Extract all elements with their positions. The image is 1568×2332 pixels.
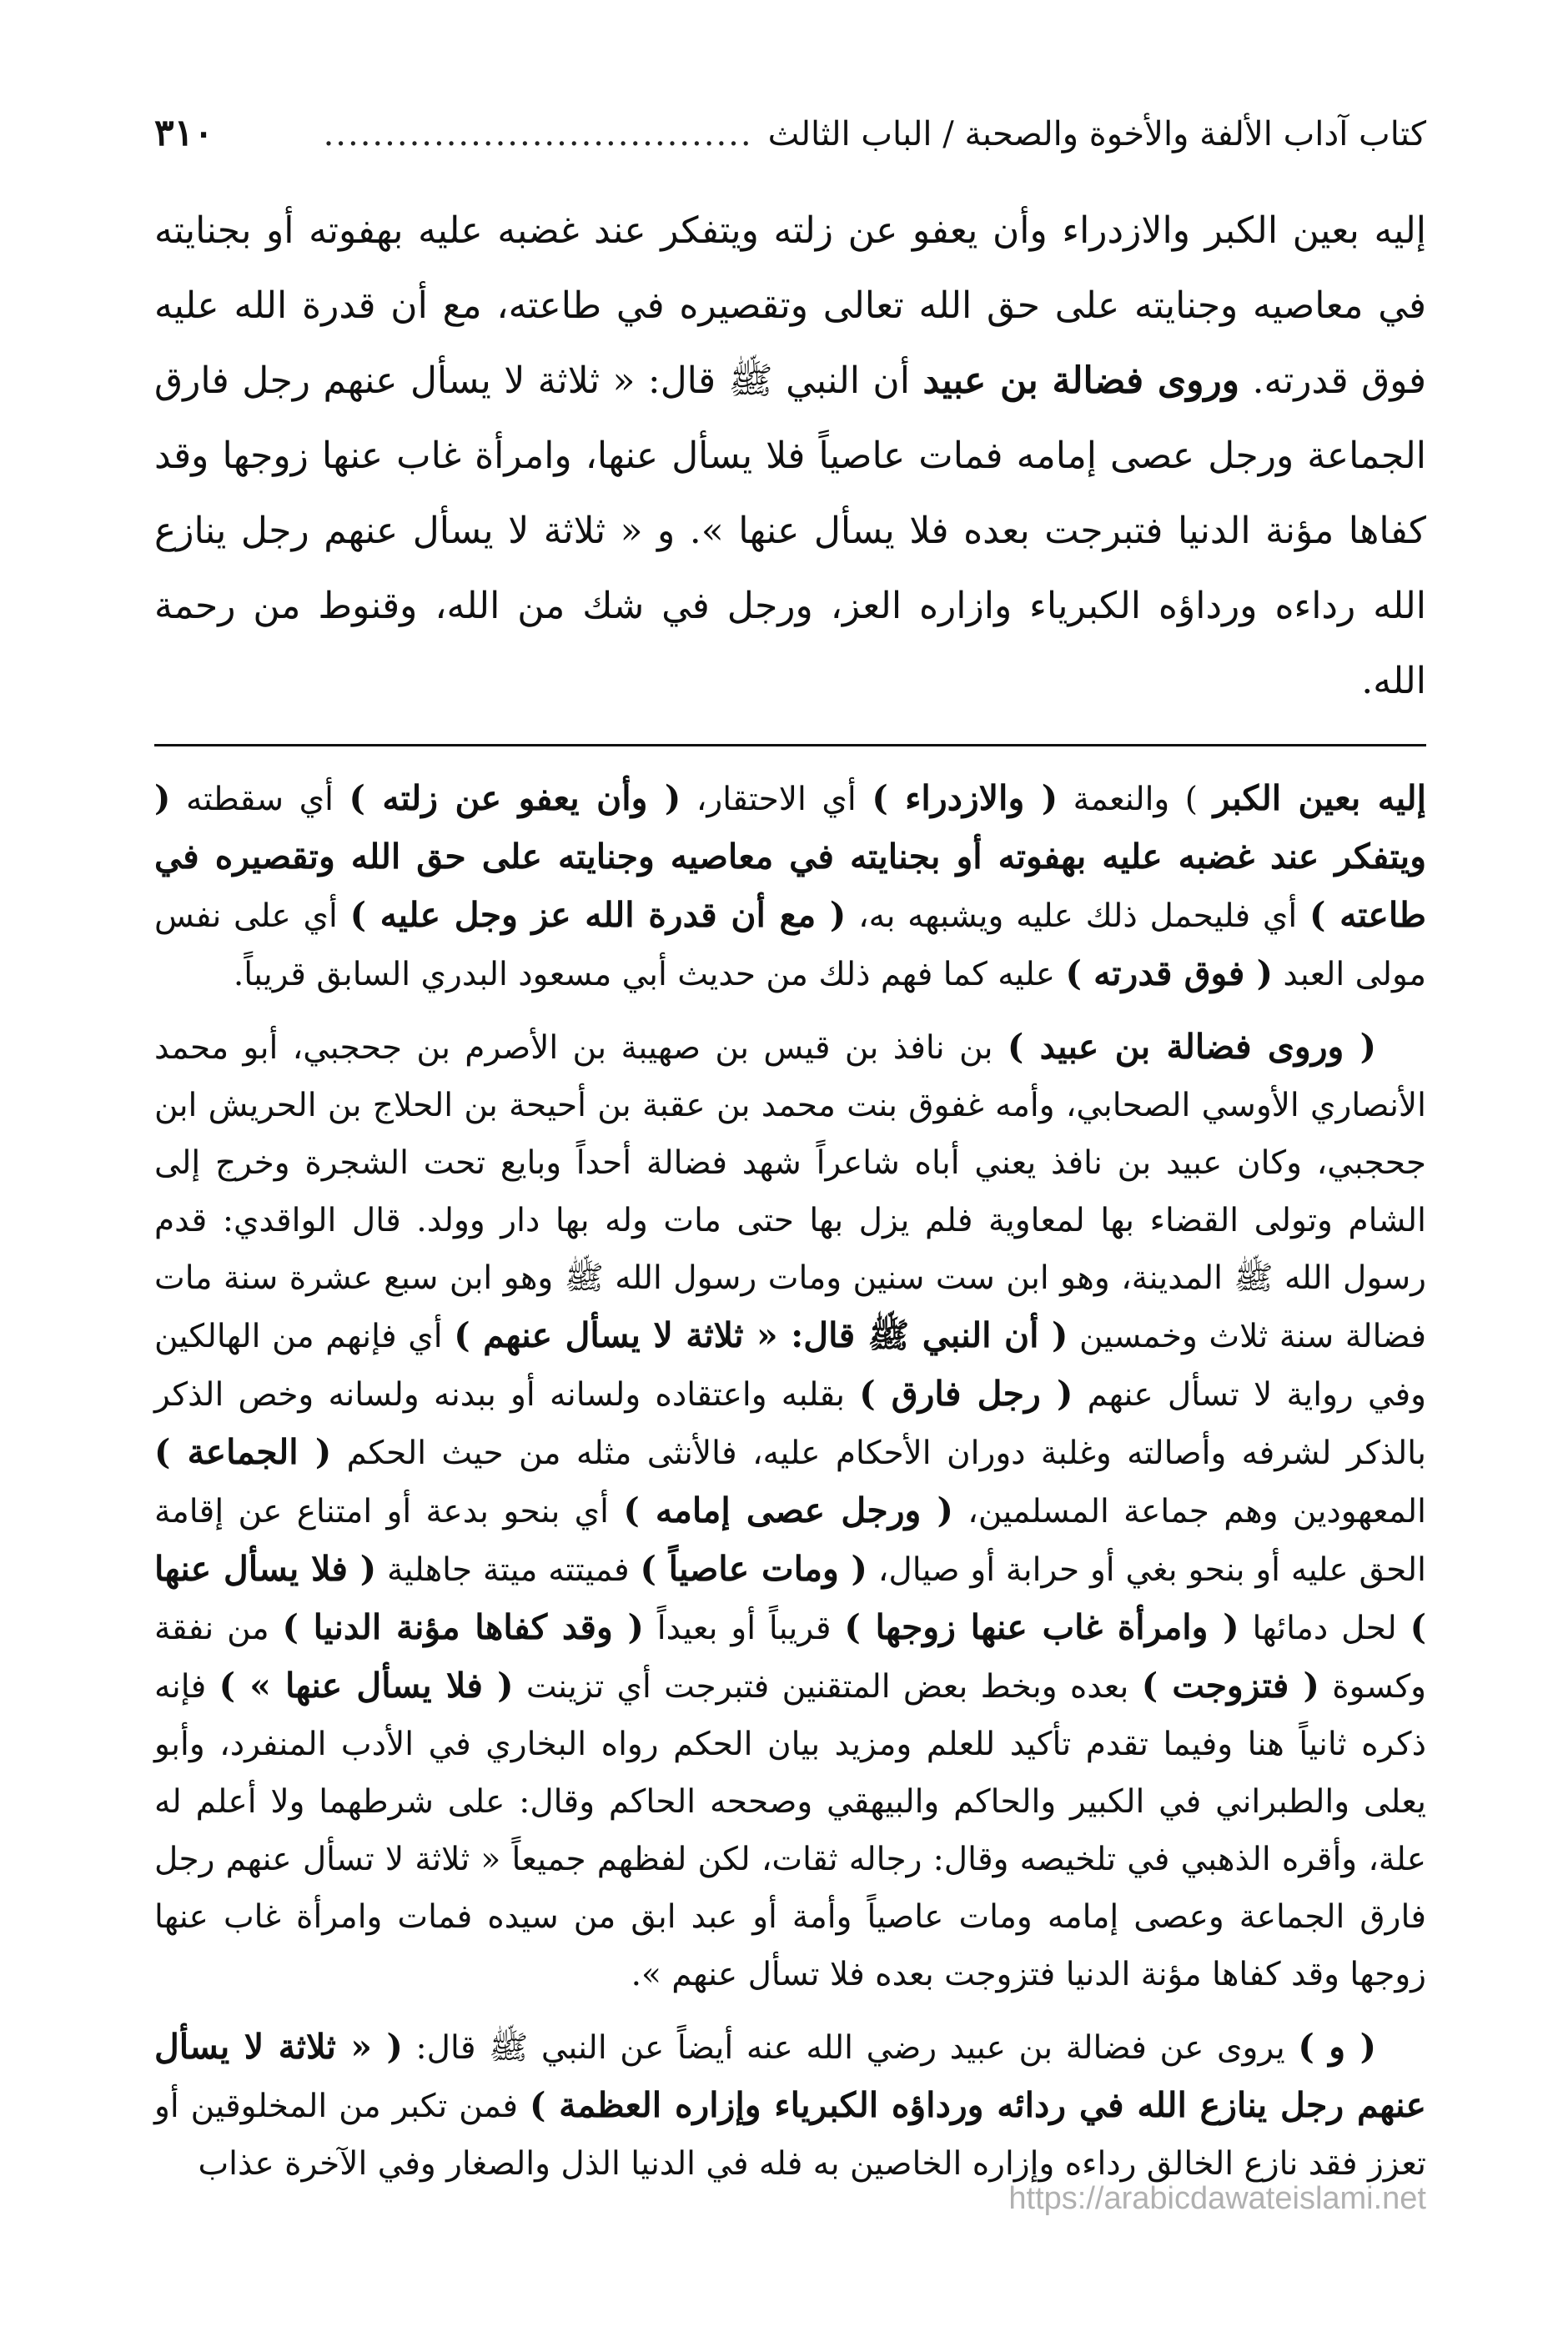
commentary-text-run: فإنه ذكره ثانياً هنا وفيما تقدم تأكيد للعلم ومزيد بيان الحكم رواه البخاري في الأدب المنفرد، وأبو يعلى والطبراني في الكبير والحاكم والبيهقي وصححه الحاكم وقال: على شرطهما ولا أعلم له علة، وأقره الذهبي في تلخيصه وقال: رجاله ثقات، لكن لفظهم جميعاً « ثلاثة لا تسأل عنهم رجل فارق الجماعة وعصى إمامه ومات عاصياً وأمة أو عبد ابق من سيده فمات وامرأة غاب عنها زوجها وقد كفاها مؤنة الدنيا فتزوجت بعده فلا تسأل عنهم ». [154, 1668, 1426, 1993]
commentary-paragraph-1 [154, 770, 1426, 1003]
main-text-run: « ثلاثة لا يسأل عنهم رجل فارق الجماعة ورجل عصى إمامه فمات عاصياً فلا يسأل عنها، وامرأة غاب عنها زوجها وقد كفاها مؤنة الدنيا فتبرجت بعده فلا يسأل عنها ». و « ثلاثة لا يسأل عنهم رجل ينازع الله رداءه ورداؤه الكبرياء وازاره العز، ورجل في شك من الله، وقنوط من رحمة الله. [154, 359, 1426, 702]
commentary-text-run: عليه كما فهم ذلك من حديث أبي مسعود البدري السابق قريباً. [233, 956, 1066, 993]
commentary-bold-quote: ( ومات عاصياً ) [640, 1549, 867, 1589]
commentary-text-run: بن نافذ بن قيس بن صهيبة بن الأصرم بن جحجبي، أبو محمد الأنصاري الأوسي الصحابي، وأمه غفوق بنت محمد بن عقبة بن أحيحة بن الحلاج بن الحريش ابن جحجبي، وكان عبيد بن نافذ يعني أباه شاعراً شهد فضالة أحداً وبايع تحت الشجرة وخرج إلى الشام وتولى القضاء بها لمعاوية فلم يزل بها حتى مات وله بها دار وولد. قال الواقدي: قدم رسول الله ﷺ المدينة، وهو ابن ست سنين ومات رسول الله ﷺ وهو ابن سبع عشرة سنة مات فضالة سنة ثلاث وخمسين [154, 1029, 1426, 1355]
commentary-text-run: أي فإنهم من الهالكين وفي رواية لا تسأل عنهم [154, 1318, 1427, 1414]
commentary-text-run: ) والنعمة [1058, 781, 1214, 818]
main-bold-quote: وروى فضالة بن عبيد [922, 359, 1240, 402]
commentary-bold-quote: ( مع أن قدرة الله عز وجل عليه ) [349, 895, 847, 935]
leader-dots: ................................... [323, 115, 753, 153]
commentary-bold-quote: ( الجماعة ) [154, 1432, 332, 1472]
header-title-group [324, 109, 1426, 159]
commentary-bold-quote: ( فلا يسأل عنها » ) [219, 1666, 514, 1706]
commentary-text-run: فمن تكبر من المخلوقين أو تعزز فقد نازع الخالق رداءه وإزاره الخاصين به فله في الدنيا الذل والصغار وفي الآخرة عذاب [154, 2088, 1426, 2183]
commentary-text-run: أي على نفس مولى العبد [154, 897, 1426, 993]
commentary-bold-quote: ( فتزوجت ) [1141, 1666, 1319, 1706]
commentary-text-run: فميتته ميتة جاهلية [376, 1551, 641, 1589]
main-text [154, 193, 1426, 719]
commentary-paragraph-3 [154, 2018, 1426, 2193]
commentary-text-run: يروى عن فضالة بن عبيد رضي الله عنه أيضاً عن النبي ﷺ قال: [402, 2029, 1299, 2067]
commentary-text-run: لحل دمائها [1239, 1610, 1410, 1647]
commentary-bold-quote: ( فلا يسأل عنها ) [154, 1549, 1426, 1647]
commentary-bold-quote: ( وأن يعفو عن زلته ) [349, 778, 681, 818]
commentary-text-run: أي بنحو بدعة أو امتناع عن إقامة الحق عليه أو بنحو بغي أو حرابة أو صيال، [154, 1493, 1426, 1589]
footnote-divider [154, 744, 1426, 746]
commentary-bold-quote: ( وروى فضالة بن عبيد ) [1007, 1027, 1376, 1067]
commentary-bold-quote: ( وامرأة غاب عنها زوجها ) [844, 1607, 1239, 1647]
commentary-text-run: قريباً أو بعيداً [643, 1610, 845, 1647]
commentary-text-run: أي فليحمل ذلك عليه ويشبهه به، [846, 897, 1310, 935]
commentary-text-run: أي الاحتقار، [681, 781, 872, 818]
commentary-bold-quote: ( فوق قدرته ) [1065, 953, 1273, 993]
commentary-bold-quote: ( وقد كفاها مؤنة الدنيا ) [282, 1607, 644, 1647]
commentary-bold-quote: ( و ) [1298, 2027, 1376, 2067]
commentary-bold-quote: ( ويتفكر عند غضبه عليه بهفوته أو بجنايته في معاصيه وجنايته على حق الله وتقصيره في طاعته ) [154, 778, 1427, 935]
main-text-run: أن النبي ﷺ قال: [635, 359, 923, 402]
commentary-text-run: أي سقطته [170, 781, 349, 818]
running-header [154, 108, 1426, 158]
commentary-bold-quote: إليه بعين الكبر [1213, 778, 1427, 818]
book-page [154, 108, 1426, 2208]
commentary-bold-quote: ( « ثلاثة لا يسأل عنهم رجل ينازع الله في ردائه ورداؤه الكبرياء وإزاره العظمة ) [154, 2027, 1426, 2125]
commentary-text-run: المعهودين وهم جماعة المسلمين، [952, 1493, 1426, 1530]
commentary-text-run: بعده وبخط بعض المتقنين فتبرجت أي تزينت [513, 1668, 1142, 1706]
commentary-bold-quote: ( رجل فارق ) [859, 1374, 1073, 1414]
commentary-text-run: من نفقة وكسوة [154, 1610, 1427, 1706]
commentary-bold-quote: ( ورجل عصى إمامه ) [623, 1490, 953, 1530]
main-text-run: إليه بعين الكبر والازدراء وأن يعفو عن زلته ويتفكر عند غضبه عليه بهفوته أو بجنايته في معاصيه وجنايته على حق الله تعالى وتقصيره في طاعته، مع أن قدرة الله عليه فوق قدرته. [154, 209, 1426, 402]
commentary-text-run: بقلبه واعتقاده ولسانه أو ببدنه ولسانه وخص الذكر بالذكر لشرفه وأصالته وغلبة دوران الأحكام عليه، فالأنثى مثله من حيث الحكم [154, 1376, 1426, 1472]
commentary-bold-quote: ( أن النبي ﷺ قال: « ثلاثة لا يسأل عنهم ) [454, 1315, 1068, 1355]
commentary [154, 770, 1426, 2193]
page-number: ٣١٠ [154, 112, 214, 154]
watermark-url: https://arabicdawateislami.net [1008, 2181, 1426, 2216]
commentary-bold-quote: ( والازدراء ) [872, 778, 1058, 818]
commentary-paragraph-2 [154, 1018, 1426, 2003]
chapter-title: كتاب آداب الألفة والأخوة والصحبة / الباب الثالث [767, 115, 1426, 153]
